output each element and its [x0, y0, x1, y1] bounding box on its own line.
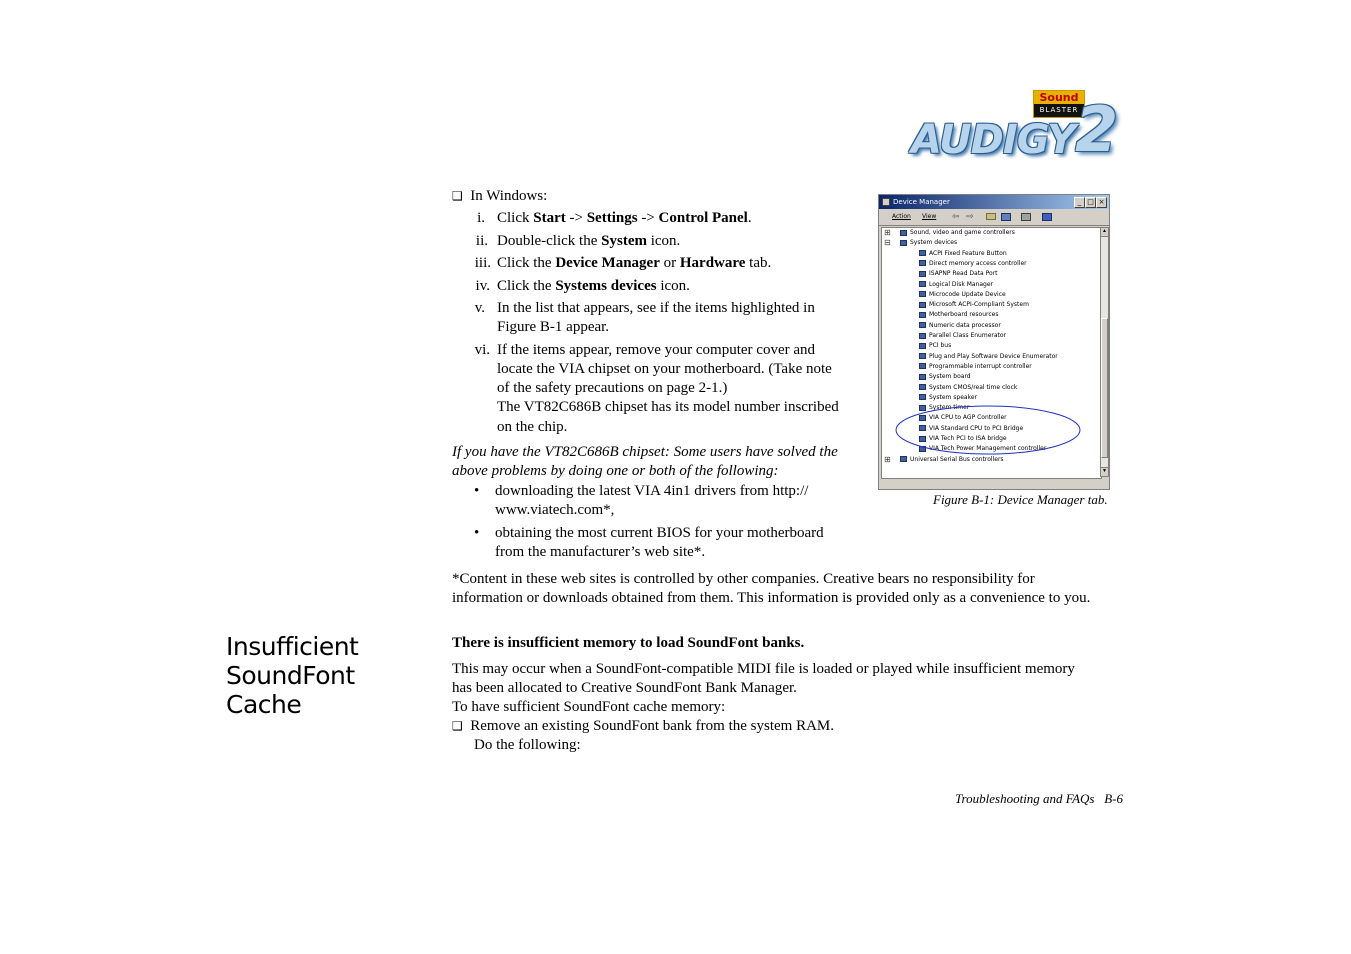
tree-item-label: ISAPNP Read Data Port — [929, 270, 998, 278]
ui-device-manager: Device Manager — [555, 255, 660, 271]
step-text: Figure B-1 appear. — [497, 319, 610, 335]
checkbox-icon: ❑ — [452, 189, 463, 203]
tree-item-label: Parallel Class Enumerator — [929, 332, 1007, 339]
heading-line: SoundFont — [226, 661, 355, 690]
checkbox-icon: ❑ — [452, 719, 463, 733]
bullet-text: www.viatech.com*, — [495, 502, 615, 518]
tree-item-label: Microcode Update Device — [929, 290, 1006, 298]
window-toolbar — [879, 209, 1109, 226]
step-num: v. — [474, 300, 485, 316]
scrollbar[interactable] — [1100, 227, 1109, 477]
device-icon — [919, 281, 926, 287]
tree-item[interactable] — [919, 269, 998, 279]
device-icon — [919, 291, 926, 297]
heading-line: Cache — [226, 690, 302, 719]
body-line: has been allocated to Creative SoundFont Bank Manager. — [452, 680, 797, 696]
bullet-2 — [474, 524, 824, 562]
step-text: Remove an existing SoundFont bank from the system RAM. — [470, 718, 834, 734]
help-icon[interactable] — [1042, 213, 1052, 221]
step-text: locate the VIA chipset on your motherboard. (Take note — [497, 361, 832, 377]
tree-item-label: Motherboard resources — [929, 311, 999, 319]
bullet-text: from the manufacturer’s web site*. — [495, 544, 706, 560]
footer-page: B-6 — [1104, 791, 1123, 806]
step-text: The VT82C686B chipset has its model number inscribed — [497, 399, 839, 415]
tree-item[interactable] — [919, 259, 1027, 269]
menu-action[interactable]: Action — [892, 213, 911, 220]
tree-item[interactable] — [919, 362, 1032, 372]
ui-system: System — [601, 233, 647, 249]
windows-lead — [452, 187, 547, 206]
heading-line: Insufficient — [226, 632, 359, 661]
tree-item[interactable] — [919, 321, 1001, 331]
section-step — [452, 717, 1075, 736]
close-icon[interactable]: × — [1096, 197, 1107, 208]
properties-icon[interactable] — [1001, 213, 1011, 221]
bullet-dot: • — [474, 525, 480, 541]
step-text: Click the — [497, 255, 556, 271]
step-5 — [452, 299, 872, 339]
device-manager-window — [878, 194, 1110, 490]
tree-item-label: VIA Tech PCI to ISA bridge — [929, 435, 1007, 442]
step-text: of the safety precautions on page 2-1.) — [497, 380, 728, 396]
device-icon — [919, 333, 926, 339]
step-num: iii. — [474, 255, 491, 271]
figure-caption: Figure B-1: Device Manager tab. — [933, 492, 1108, 507]
tree-item[interactable] — [919, 372, 971, 382]
tree-item-label: VIA Standard CPU to PCI Bridge — [929, 424, 1024, 432]
tree-item-label: Numeric data processor — [929, 321, 1001, 329]
device-icon — [919, 353, 926, 359]
tree-item[interactable] — [919, 352, 1058, 362]
scroll-thumb[interactable] — [1101, 318, 1108, 458]
device-icon — [919, 394, 926, 400]
step-num: vi. — [474, 342, 490, 358]
ui-hardware: Hardware — [679, 255, 746, 271]
tree-item-label: Universal Serial Bus controllers — [910, 455, 1004, 463]
device-icon — [919, 374, 926, 380]
scroll-up-icon[interactable]: ▲ — [1101, 228, 1108, 237]
step-num: i. — [477, 210, 485, 226]
tree-item-label: System timer — [929, 404, 970, 412]
disclaimer-line: *Content in these web sites is controlled by other companies. Creative bears no responsibility for — [452, 571, 1035, 587]
step-num: ii. — [475, 233, 488, 249]
disclaimer — [452, 570, 1090, 608]
device-icon — [919, 384, 926, 390]
bullet-text: downloading the latest VIA 4in1 drivers from http:// — [495, 483, 809, 499]
step-subtext: Do the following: — [474, 737, 581, 753]
device-icon — [919, 260, 926, 266]
step-text: If the items appear, remove your computer cover and — [497, 342, 816, 358]
tree-item-label: PCI bus — [929, 342, 952, 350]
ui-systems-devices: Systems devices — [555, 278, 657, 294]
arrow-text: -> — [637, 210, 659, 226]
scroll-down-icon[interactable]: ▼ — [1102, 469, 1107, 474]
step-text: icon. — [646, 233, 681, 249]
highlight-ellipse — [893, 405, 1083, 457]
tree-item[interactable] — [884, 238, 958, 248]
bullet-1 — [474, 482, 808, 520]
audigy2-logo — [905, 86, 1130, 180]
badge-blaster: BLASTER — [1039, 106, 1079, 114]
back-icon[interactable]: ⇦ — [952, 212, 960, 222]
error-title: There is insufficient memory to load SoundFont banks. — [452, 635, 805, 651]
step-text: Double-click the — [497, 233, 602, 249]
tree-item-label: VIA CPU to AGP Controller — [929, 414, 1007, 422]
body-line: This may occur when a SoundFont-compatible MIDI file is loaded or played while insufficient memory — [452, 661, 1075, 677]
step-text: Click the — [497, 278, 556, 294]
chipset-note — [452, 443, 838, 481]
badge-sound: Sound — [1034, 91, 1084, 104]
tree-item-label: Plug and Play Software Device Enumerator — [929, 352, 1058, 360]
section-heading — [226, 632, 358, 719]
footer-section: Troubleshooting and FAQs — [955, 791, 1095, 806]
tree-item[interactable] — [919, 300, 1029, 310]
step-text: icon. — [656, 278, 690, 294]
ui-start: Start — [533, 210, 566, 226]
ui-control-panel: Control Panel — [658, 210, 748, 226]
window-title-bar — [879, 195, 1109, 209]
tree-item[interactable] — [919, 341, 951, 351]
tree-item[interactable] — [919, 290, 1006, 300]
disclaimer-line: information or downloads obtained from them. This information is provided only as a convenience to you. — [452, 590, 1091, 606]
tree-item-label: Sound, video and game controllers — [910, 229, 1015, 236]
device-icon — [900, 240, 907, 246]
step-text: Click — [497, 210, 534, 226]
tree-item[interactable] — [919, 331, 1006, 341]
tree-item[interactable] — [919, 383, 1017, 393]
step-text: tab. — [745, 255, 772, 271]
bullet-dot: • — [474, 483, 480, 499]
print-icon[interactable] — [1021, 213, 1031, 221]
ui-settings: Settings — [586, 210, 638, 226]
step-text: In the list that appears, see if the items highlighted in — [497, 300, 815, 316]
body-line: To have sufficient SoundFont cache memory: — [452, 699, 726, 715]
tree-item-label: VIA Tech Power Management controller — [929, 445, 1047, 453]
collapse-icon[interactable]: ⊟ — [884, 238, 891, 248]
device-icon — [919, 250, 926, 256]
highlight-ellipse-shape — [896, 406, 1080, 454]
device-icon — [900, 230, 907, 236]
tree-item-label: System CMOS/real time clock — [929, 383, 1018, 391]
expand-icon[interactable]: ⊞ — [884, 454, 891, 464]
tree-item-label: Programmable interrupt controller — [929, 362, 1032, 370]
menu-view[interactable]: View — [922, 213, 937, 220]
arrow-text: -> — [565, 210, 587, 226]
device-icon — [919, 322, 926, 328]
audigy-wordmark: AUDIGY — [911, 117, 1075, 163]
tree-item[interactable] — [919, 310, 998, 320]
device-icon — [919, 302, 926, 308]
step-text: on the chip. — [497, 419, 568, 435]
tree-item[interactable] — [919, 249, 1007, 259]
step-6 — [452, 341, 872, 441]
note-line: above problems by doing one or both of the following: — [452, 463, 779, 479]
note-line: If you have the VT82C686B chipset: Some users have solved the — [452, 444, 838, 460]
tree-item[interactable] — [919, 280, 993, 290]
device-icon — [919, 363, 926, 369]
bullet-text: obtaining the most current BIOS for your motherboard — [495, 525, 824, 541]
tree-item-label: System board — [929, 373, 971, 381]
page-footer — [955, 791, 1123, 807]
tree-item-label: Direct memory access controller — [929, 259, 1027, 267]
step-text: or — [659, 255, 680, 271]
window-title: Device Manager — [893, 198, 950, 206]
tree-item-label: ACPI Fixed Feature Button — [929, 249, 1007, 257]
folder-icon[interactable] — [986, 213, 996, 220]
tree-item-label: Microsoft ACPI-Compliant System — [929, 301, 1029, 309]
tree-item-label: System devices — [910, 239, 958, 247]
device-icon — [919, 312, 926, 318]
version-numeral: 2 — [1075, 93, 1119, 166]
device-icon — [919, 343, 926, 349]
step-num: iv. — [475, 278, 490, 294]
section-body — [452, 660, 1075, 755]
maximize-icon[interactable]: □ — [1085, 197, 1096, 208]
tree-item-label: System speaker — [929, 393, 978, 401]
windows-lead-text: In Windows: — [470, 188, 548, 204]
device-icon — [919, 271, 926, 277]
tree-item[interactable] — [884, 228, 1015, 238]
minimize-icon[interactable]: _ — [1074, 197, 1085, 208]
tree-item[interactable] — [919, 393, 977, 403]
expand-icon[interactable]: ⊞ — [884, 228, 891, 237]
tree-item-label: Logical Disk Manager — [929, 280, 994, 288]
forward-icon[interactable]: ⇨ — [966, 212, 974, 222]
window-icon — [882, 198, 890, 206]
step-text: . — [747, 210, 752, 226]
